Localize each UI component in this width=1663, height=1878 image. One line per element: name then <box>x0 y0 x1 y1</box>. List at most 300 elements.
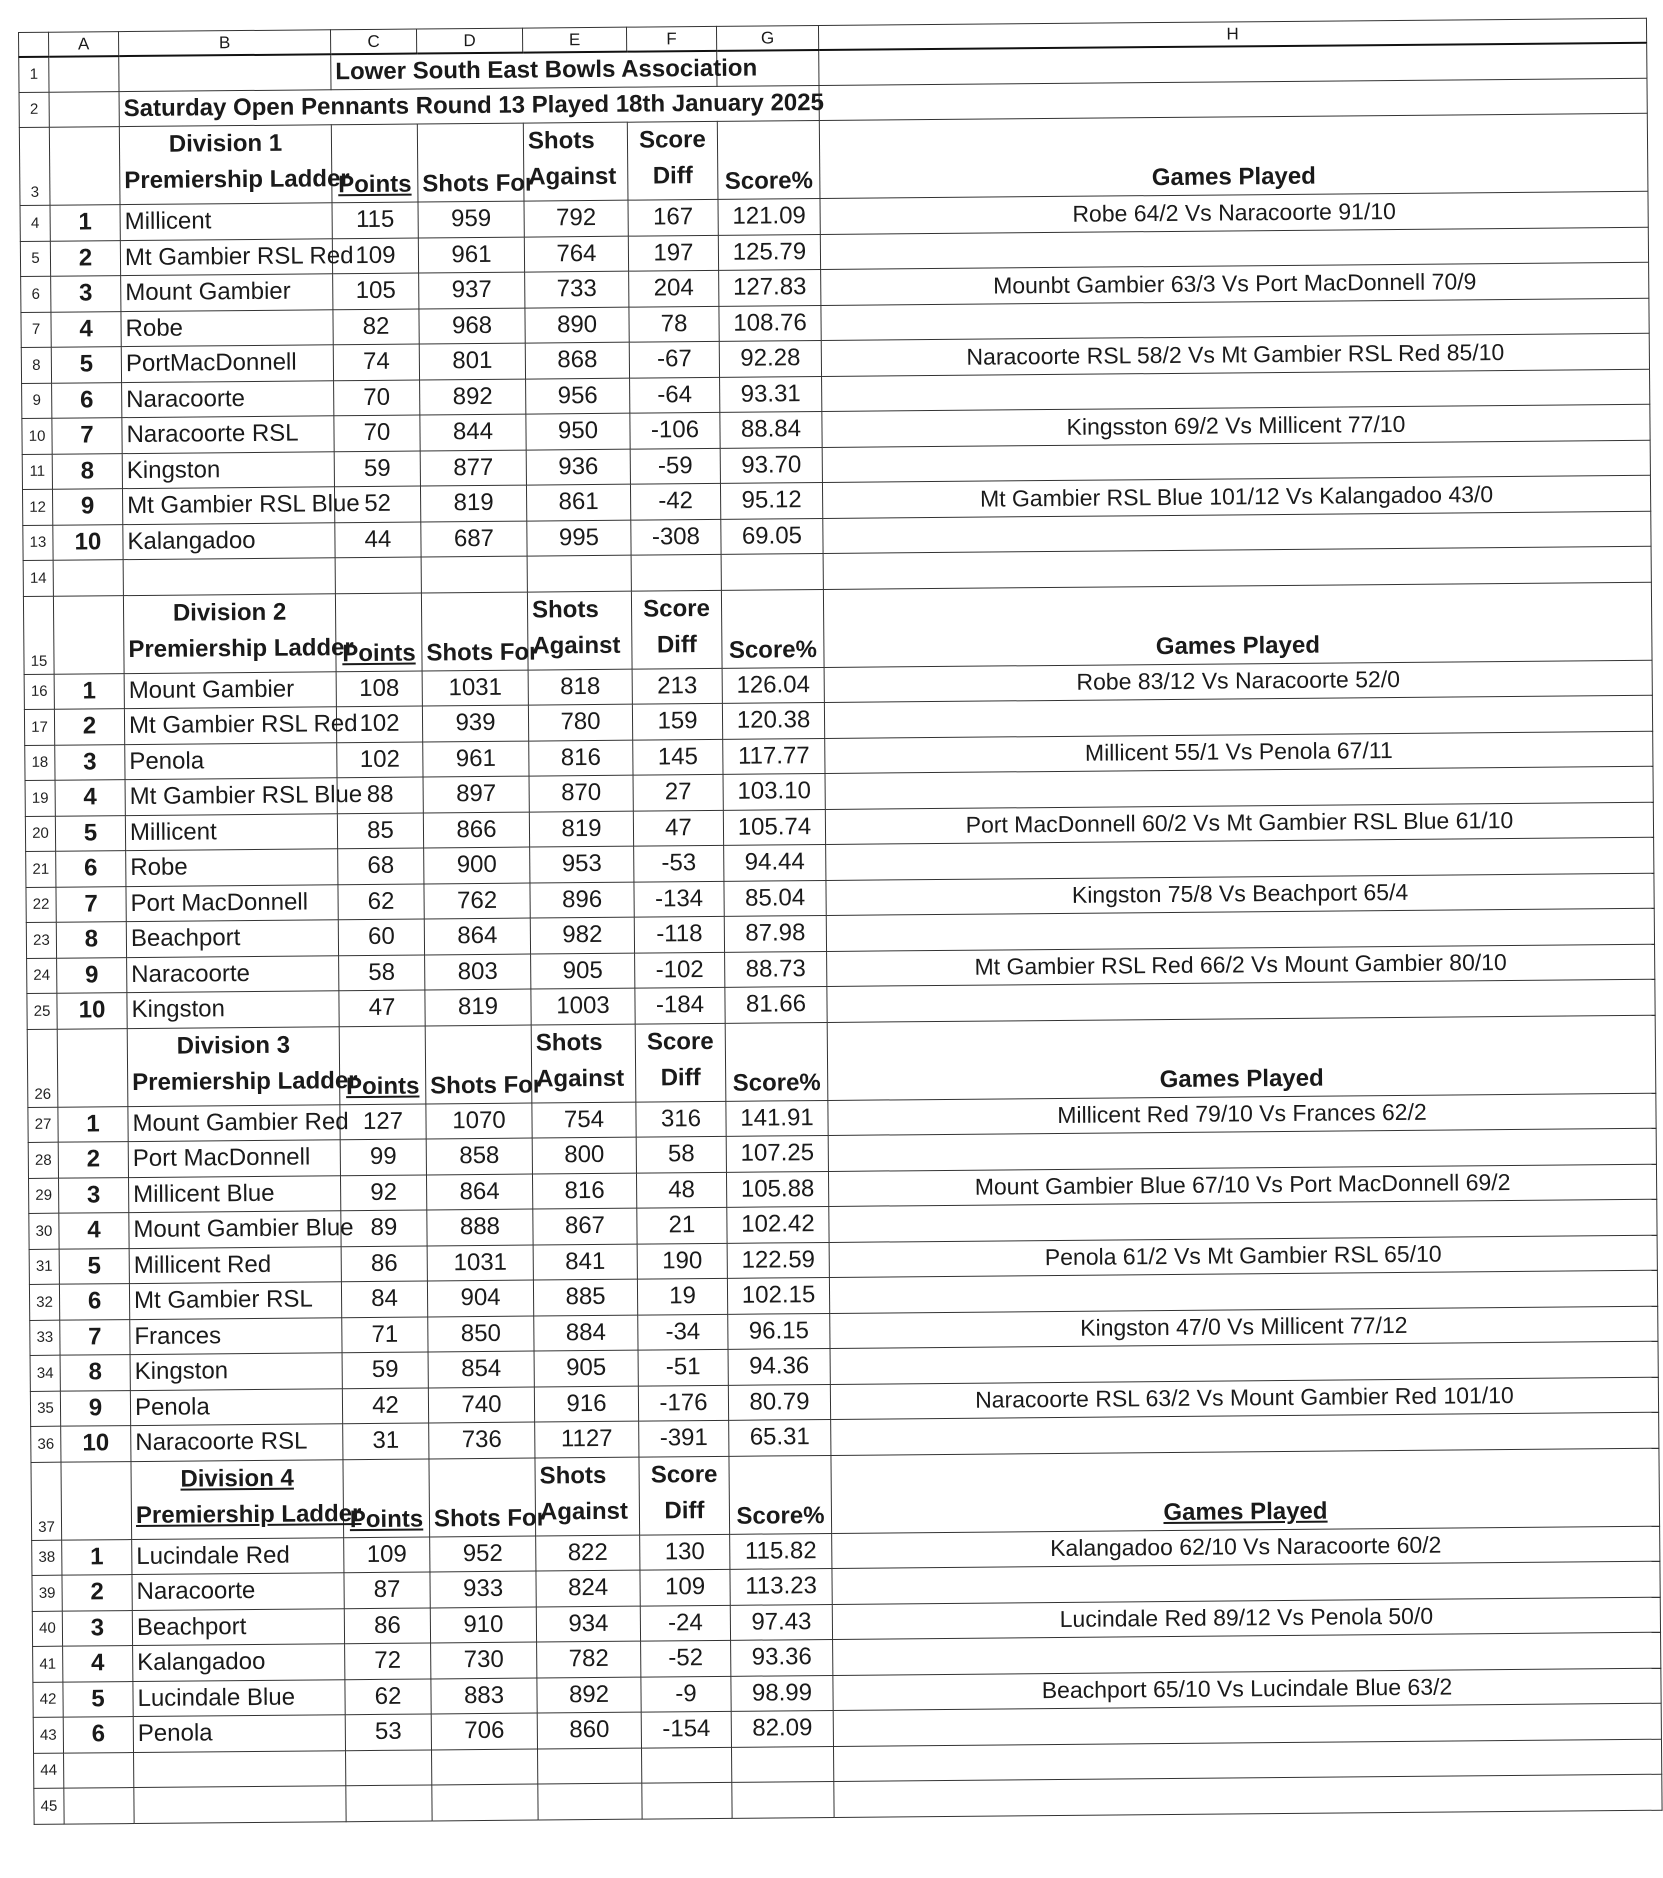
score-diff-header <box>639 1456 730 1535</box>
spreadsheet <box>18 18 1662 1834</box>
game-result: Port MacDonnell 60/2 Vs Mt Gambier RSL Blue 61/10 <box>825 802 1653 845</box>
points-value: 102 <box>337 741 423 777</box>
ladder-position: 10 <box>61 1426 131 1462</box>
row-number: 11 <box>22 454 52 490</box>
blank-cell <box>721 553 823 589</box>
score-diff-value: -154 <box>641 1711 731 1747</box>
ladder-position: 4 <box>55 780 125 816</box>
game-result: Kingston 75/8 Vs Beachport 65/4 <box>826 873 1654 916</box>
ladder-table <box>18 18 1663 1825</box>
ladder-position: 3 <box>62 1610 132 1646</box>
ladder-position: 1 <box>54 673 124 709</box>
ladder-position: 5 <box>63 1681 133 1717</box>
score-pct-value: 81.66 <box>725 986 827 1022</box>
team-name: Kingston <box>127 991 339 1028</box>
score-pct-value: 125.79 <box>718 234 820 270</box>
shots-for-value: 959 <box>418 201 524 237</box>
shots-for-value: 1031 <box>422 670 528 706</box>
shots-for-value: 904 <box>427 1280 533 1316</box>
team-name: Beachport <box>132 1608 344 1645</box>
shots-against-value: 956 <box>526 378 630 414</box>
ladder-position: 10 <box>57 993 127 1029</box>
team-name: Penola <box>133 1715 345 1752</box>
score-pct-value: 126.04 <box>722 667 824 703</box>
sheet-row <box>23 582 1652 674</box>
score-diff-value: -53 <box>634 845 724 881</box>
ladder-position: 9 <box>57 957 127 993</box>
blank-cell <box>53 595 124 674</box>
row-number: 12 <box>22 489 52 525</box>
blank-cell <box>527 555 631 591</box>
blank-cell <box>346 1785 432 1821</box>
shots-for-value: 961 <box>423 741 529 777</box>
ladder-position: 8 <box>56 922 126 958</box>
against-label: Against <box>532 631 621 660</box>
score-pct-value: 120.38 <box>722 702 824 738</box>
row-number: 22 <box>26 887 56 923</box>
points-value: 105 <box>333 273 419 309</box>
shots-against-value: 868 <box>525 342 629 378</box>
row-number: 21 <box>26 851 56 887</box>
shots-against-value: 824 <box>536 1570 640 1606</box>
team-name: Naracoorte RSL <box>122 416 334 453</box>
game-result: Mt Gambier RSL Red 66/2 Vs Mount Gambier 80/10 <box>827 944 1655 987</box>
ladder-position: 2 <box>54 709 124 745</box>
shots-for-value: 866 <box>423 812 529 848</box>
score-pct-value: 98.99 <box>731 1675 833 1711</box>
team-name: Penola <box>130 1388 342 1425</box>
points-value: 70 <box>334 380 420 416</box>
team-name: Lucindale Blue <box>133 1679 345 1716</box>
score-pct-value: 127.83 <box>719 270 821 306</box>
shots-against-value: 861 <box>526 484 630 520</box>
points-value: 58 <box>339 954 425 990</box>
blank-cell <box>134 1750 346 1787</box>
score-diff-value: -34 <box>638 1314 728 1350</box>
points-value: 47 <box>339 990 425 1026</box>
score-diff-value: -176 <box>638 1385 728 1421</box>
points-value: 99 <box>340 1139 426 1175</box>
score-diff-value: -24 <box>640 1605 730 1641</box>
ladder-position: 7 <box>56 886 126 922</box>
shots-against-value: 818 <box>528 669 632 705</box>
points-value: 102 <box>336 706 422 742</box>
score-diff-value: -106 <box>630 412 720 448</box>
points-value: 62 <box>345 1678 431 1714</box>
division-name: Division 4 <box>180 1464 294 1493</box>
points-header: Points <box>335 593 422 672</box>
points-header: Points <box>331 124 418 203</box>
team-name: Millicent <box>125 813 337 850</box>
column-header: G <box>716 26 818 51</box>
ladder-position: 9 <box>60 1390 130 1426</box>
blank-cell <box>49 91 119 127</box>
blank-cell <box>335 557 421 593</box>
shots-for-value: 706 <box>431 1713 537 1749</box>
game-result: Mt Gambier RSL Blue 101/12 Vs Kalangadoo 43/0 <box>822 475 1650 518</box>
ladder-position: 8 <box>52 453 122 489</box>
score-pct-value: 117.77 <box>723 738 825 774</box>
score-pct-value: 97.43 <box>730 1604 832 1640</box>
blank-cell <box>123 558 335 595</box>
game-result: Mounbt Gambier 63/3 Vs Port MacDonnell 70/9 <box>821 262 1649 305</box>
blank-cell <box>49 56 119 92</box>
score-pct-value: 102.42 <box>727 1206 829 1242</box>
score-pct-value: 113.23 <box>730 1568 832 1604</box>
points-value: 72 <box>345 1643 431 1679</box>
row-number: 30 <box>29 1213 59 1249</box>
blank-cell <box>421 556 527 592</box>
shots-against-value: 1127 <box>535 1421 639 1457</box>
team-name: Naracoorte <box>132 1573 344 1610</box>
score-diff-value: 19 <box>637 1278 727 1314</box>
row-number: 36 <box>31 1426 61 1462</box>
games-played-header: Games Played <box>823 582 1652 667</box>
score-pct-value: 121.09 <box>718 199 820 235</box>
blank-cell <box>537 1748 641 1784</box>
score-label: Score <box>650 1460 718 1489</box>
score-pct-header: Score% <box>717 121 820 200</box>
sheet-row <box>27 1015 1656 1107</box>
column-header: B <box>119 30 331 56</box>
row-number: 20 <box>25 816 55 852</box>
team-name: Millicent Blue <box>128 1175 340 1212</box>
row-number: 44 <box>34 1753 64 1789</box>
division-heading <box>123 593 354 673</box>
blank-cell <box>432 1749 538 1785</box>
blank-cell <box>49 127 120 206</box>
game-result: Millicent 55/1 Vs Penola 67/11 <box>825 731 1653 774</box>
team-name: Mt Gambier RSL Red <box>120 238 332 275</box>
sheet-subtitle: Saturday Open Pennants Round 13 Played 18th January 2025 <box>119 85 819 127</box>
team-name: Frances <box>130 1317 342 1354</box>
sheet-row <box>31 1448 1660 1540</box>
blank-cell <box>53 560 123 596</box>
shots-for-value: 961 <box>418 237 524 273</box>
row-number: 38 <box>32 1540 62 1576</box>
row-number: 41 <box>33 1646 63 1682</box>
row-number: 23 <box>26 922 56 958</box>
points-value: 108 <box>336 670 422 706</box>
row-number: 1 <box>19 56 49 92</box>
diff-label: Diff <box>664 1496 705 1524</box>
shots-for-value: 844 <box>420 414 526 450</box>
team-name: Mount Gambier Blue <box>129 1211 341 1248</box>
sheet-title: Lower South East Bowls Association <box>331 50 717 89</box>
score-pct-value: 94.36 <box>728 1348 830 1384</box>
row-number: 39 <box>32 1575 62 1611</box>
shots-for-value: 762 <box>424 883 530 919</box>
team-name: Kalangadoo <box>133 1644 345 1681</box>
shots-for-header: Shots For <box>417 123 524 202</box>
score-pct-header: Score% <box>725 1022 828 1101</box>
score-diff-value: -52 <box>641 1640 731 1676</box>
ladder-position: 5 <box>59 1248 129 1284</box>
team-name: Mt Gambier RSL Red <box>124 707 336 744</box>
points-value: 44 <box>335 522 421 558</box>
score-pct-value: 107.25 <box>726 1135 828 1171</box>
ladder-position: 8 <box>60 1355 130 1391</box>
row-number: 17 <box>24 709 54 745</box>
corner-cell <box>19 32 49 56</box>
blank-cell <box>134 1786 346 1823</box>
diff-label: Diff <box>656 630 697 658</box>
ladder-position: 2 <box>62 1575 132 1611</box>
row-number: 16 <box>24 674 54 710</box>
premiership-ladder-label: Premiership Ladder <box>124 165 350 195</box>
team-name: Naracoorte <box>127 955 339 992</box>
score-diff-header <box>635 1023 726 1102</box>
games-played-header: Games Played <box>819 113 1648 198</box>
team-name: PortMacDonnell <box>121 345 333 382</box>
points-value: 59 <box>334 451 420 487</box>
shots-for-header: Shots For <box>429 1458 536 1537</box>
division-name: Division 1 <box>168 129 283 158</box>
column-header: D <box>416 28 522 53</box>
score-diff-value: 47 <box>633 810 723 846</box>
blank-cell <box>641 1747 731 1783</box>
shots-against-value: 905 <box>534 1350 638 1386</box>
column-header: H <box>818 18 1646 49</box>
game-result: Kingston 47/0 Vs Millicent 77/12 <box>830 1306 1658 1349</box>
ladder-position: 7 <box>60 1319 130 1355</box>
team-name: Mount Gambier Red <box>128 1104 340 1141</box>
shots-against-value: 905 <box>531 953 635 989</box>
score-pct-value: 88.73 <box>725 951 827 987</box>
score-pct-value: 115.82 <box>730 1533 832 1569</box>
points-value: 127 <box>340 1103 426 1139</box>
row-number: 45 <box>34 1788 64 1824</box>
score-pct-value: 93.36 <box>731 1639 833 1675</box>
row-number: 43 <box>33 1717 63 1753</box>
row-number: 18 <box>25 745 55 781</box>
shots-against-value: 782 <box>537 1641 641 1677</box>
row-number: 33 <box>30 1320 60 1356</box>
shots-for-value: 900 <box>424 847 530 883</box>
shots-for-value: 740 <box>428 1387 534 1423</box>
ladder-position: 4 <box>59 1213 129 1249</box>
score-pct-value: 92.28 <box>719 341 821 377</box>
points-value: 60 <box>338 919 424 955</box>
against-label: Against <box>539 1497 629 1526</box>
ladder-position: 5 <box>51 347 121 383</box>
game-result: Millicent Red 79/10 Vs Frances 62/2 <box>828 1093 1656 1136</box>
score-diff-value: -67 <box>629 341 719 377</box>
score-pct-value: 105.88 <box>726 1171 828 1207</box>
shots-against-value: 982 <box>530 917 634 953</box>
team-name: Mount Gambier <box>121 274 333 311</box>
shots-against-value: 885 <box>533 1279 637 1315</box>
game-result: Penola 61/2 Vs Mt Gambier RSL 65/10 <box>829 1235 1657 1278</box>
blank-cell <box>119 54 331 91</box>
score-pct-value: 95.12 <box>720 482 822 518</box>
ladder-position: 6 <box>63 1717 133 1753</box>
shots-for-value: 864 <box>426 1174 532 1210</box>
diff-label: Diff <box>652 162 693 190</box>
team-name: Millicent <box>120 203 332 240</box>
column-header: C <box>330 29 416 54</box>
sheet-row <box>19 113 1648 205</box>
diff-label: Diff <box>660 1063 701 1091</box>
row-number: 35 <box>30 1391 60 1427</box>
score-pct-value: 69.05 <box>721 518 823 554</box>
score-pct-value: 87.98 <box>724 915 826 951</box>
blank-cell <box>731 1746 833 1782</box>
points-value: 84 <box>341 1281 427 1317</box>
shots-against-value: 884 <box>534 1315 638 1351</box>
ladder-position: 3 <box>58 1177 128 1213</box>
against-label: Against <box>528 162 617 191</box>
shots-label: Shots <box>539 1461 607 1490</box>
division-heading <box>119 125 350 205</box>
team-name: Port MacDonnell <box>128 1140 340 1177</box>
shots-for-value: 736 <box>429 1422 535 1458</box>
shots-for-value: 888 <box>427 1209 533 1245</box>
team-name: Robe <box>121 309 333 346</box>
points-header: Points <box>343 1458 430 1537</box>
division-name: Division 3 <box>176 1031 291 1060</box>
blank-cell <box>642 1782 732 1818</box>
score-pct-value: 80.79 <box>728 1384 830 1420</box>
game-result: Beachport 65/10 Vs Lucindale Blue 63/2 <box>833 1668 1661 1711</box>
score-diff-value: 167 <box>628 199 718 235</box>
points-value: 52 <box>334 486 420 522</box>
score-diff-value: -42 <box>630 483 720 519</box>
row-number: 25 <box>27 993 57 1029</box>
ladder-position: 5 <box>55 815 125 851</box>
shots-against-value: 841 <box>533 1244 637 1280</box>
row-number: 4 <box>20 205 50 241</box>
score-pct-value: 103.10 <box>723 773 825 809</box>
shots-against-value: 936 <box>526 449 630 485</box>
shots-for-value: 819 <box>425 989 531 1025</box>
team-name: Mt Gambier RSL Blue <box>122 487 334 524</box>
points-value: 109 <box>344 1536 430 1572</box>
score-label: Score <box>646 1027 714 1056</box>
score-diff-value: -9 <box>641 1676 731 1712</box>
points-value: 115 <box>332 202 418 238</box>
shots-for-value: 892 <box>420 379 526 415</box>
shots-against-value: 890 <box>525 307 629 343</box>
score-pct-value: 94.44 <box>724 844 826 880</box>
blank-cell <box>64 1752 134 1788</box>
row-number: 8 <box>21 347 51 383</box>
row-number: 27 <box>28 1107 58 1143</box>
score-diff-value: -308 <box>631 519 721 555</box>
score-diff-value: 109 <box>640 1569 730 1605</box>
team-name: Kingston <box>122 451 334 488</box>
shots-for-header: Shots For <box>425 1025 532 1104</box>
team-name: Kingston <box>130 1353 342 1390</box>
shots-against-value: 860 <box>537 1712 641 1748</box>
shots-for-value: 687 <box>421 521 527 557</box>
team-name: Beachport <box>126 920 338 957</box>
game-result: Robe 64/2 Vs Naracoorte 91/10 <box>820 191 1648 234</box>
games-played-header: Games Played <box>827 1015 1656 1100</box>
shots-label: Shots <box>527 126 595 155</box>
ladder-position: 3 <box>55 744 125 780</box>
shots-for-value: 933 <box>430 1571 536 1607</box>
points-value: 74 <box>333 344 419 380</box>
team-name: Mt Gambier RSL Blue <box>125 778 337 815</box>
points-value: 86 <box>341 1245 427 1281</box>
points-value: 68 <box>338 848 424 884</box>
blank-cell <box>538 1783 642 1819</box>
team-name: Lucindale Red <box>132 1537 344 1574</box>
shots-against-value: 934 <box>536 1606 640 1642</box>
row-number: 24 <box>27 958 57 994</box>
team-name: Penola <box>125 742 337 779</box>
score-diff-value: -134 <box>634 881 724 917</box>
points-value: 31 <box>343 1423 429 1459</box>
score-diff-value: 21 <box>637 1207 727 1243</box>
shots-against-value: 754 <box>532 1102 636 1138</box>
game-result: Naracoorte RSL 63/2 Vs Mount Gambier Red 101/10 <box>830 1377 1658 1420</box>
column-header: E <box>522 27 626 52</box>
premiership-ladder-label: Premiership Ladder <box>128 633 354 663</box>
score-diff-value: 190 <box>637 1243 727 1279</box>
shots-for-value: 854 <box>428 1351 534 1387</box>
shots-for-value: 1070 <box>426 1103 532 1139</box>
ladder-position: 4 <box>51 311 121 347</box>
score-pct-header: Score% <box>721 589 824 668</box>
shots-for-value: 803 <box>425 954 531 990</box>
ladder-position: 4 <box>63 1646 133 1682</box>
row-number: 15 <box>23 596 54 674</box>
column-header: A <box>49 32 119 57</box>
row-number: 14 <box>23 560 53 596</box>
game-result: Naracoorte RSL 58/2 Vs Mt Gambier RSL Red 85/10 <box>821 333 1649 376</box>
score-diff-header <box>627 121 718 200</box>
division-heading <box>131 1459 362 1539</box>
row-number: 5 <box>20 241 50 277</box>
shots-for-value: 952 <box>430 1536 536 1572</box>
premiership-ladder-label: Premiership Ladder <box>135 1499 362 1529</box>
shots-for-value: 819 <box>420 485 526 521</box>
shots-against-value: 792 <box>524 200 628 236</box>
score-diff-value: -64 <box>630 377 720 413</box>
shots-against-value: 819 <box>529 811 633 847</box>
blank-cell <box>432 1784 538 1820</box>
points-value: 59 <box>342 1352 428 1388</box>
score-diff-value: 213 <box>632 668 722 704</box>
ladder-position: 6 <box>52 382 122 418</box>
score-diff-value: 27 <box>633 774 723 810</box>
points-value: 92 <box>340 1174 426 1210</box>
score-diff-value: 130 <box>640 1534 730 1570</box>
points-value: 42 <box>342 1387 428 1423</box>
score-diff-value: 145 <box>633 739 723 775</box>
game-result: Kingsston 69/2 Vs Millicent 77/10 <box>822 404 1650 447</box>
score-pct-value: 141.91 <box>726 1100 828 1136</box>
shots-against-value: 870 <box>529 775 633 811</box>
team-name: Robe <box>126 849 338 886</box>
score-diff-value: 48 <box>636 1172 726 1208</box>
ladder-position: 6 <box>56 851 126 887</box>
shots-for-value: 897 <box>423 776 529 812</box>
score-diff-value: 159 <box>632 703 722 739</box>
score-label: Score <box>638 126 706 154</box>
shots-against-value: 896 <box>530 882 634 918</box>
blank-cell <box>834 1774 1662 1817</box>
shots-for-value: 730 <box>431 1642 537 1678</box>
shots-for-value: 858 <box>426 1138 532 1174</box>
points-value: 88 <box>337 777 423 813</box>
shots-for-value: 968 <box>419 308 525 344</box>
shots-for-value: 937 <box>419 272 525 308</box>
score-diff-value: -184 <box>635 987 725 1023</box>
row-number: 26 <box>27 1029 58 1107</box>
